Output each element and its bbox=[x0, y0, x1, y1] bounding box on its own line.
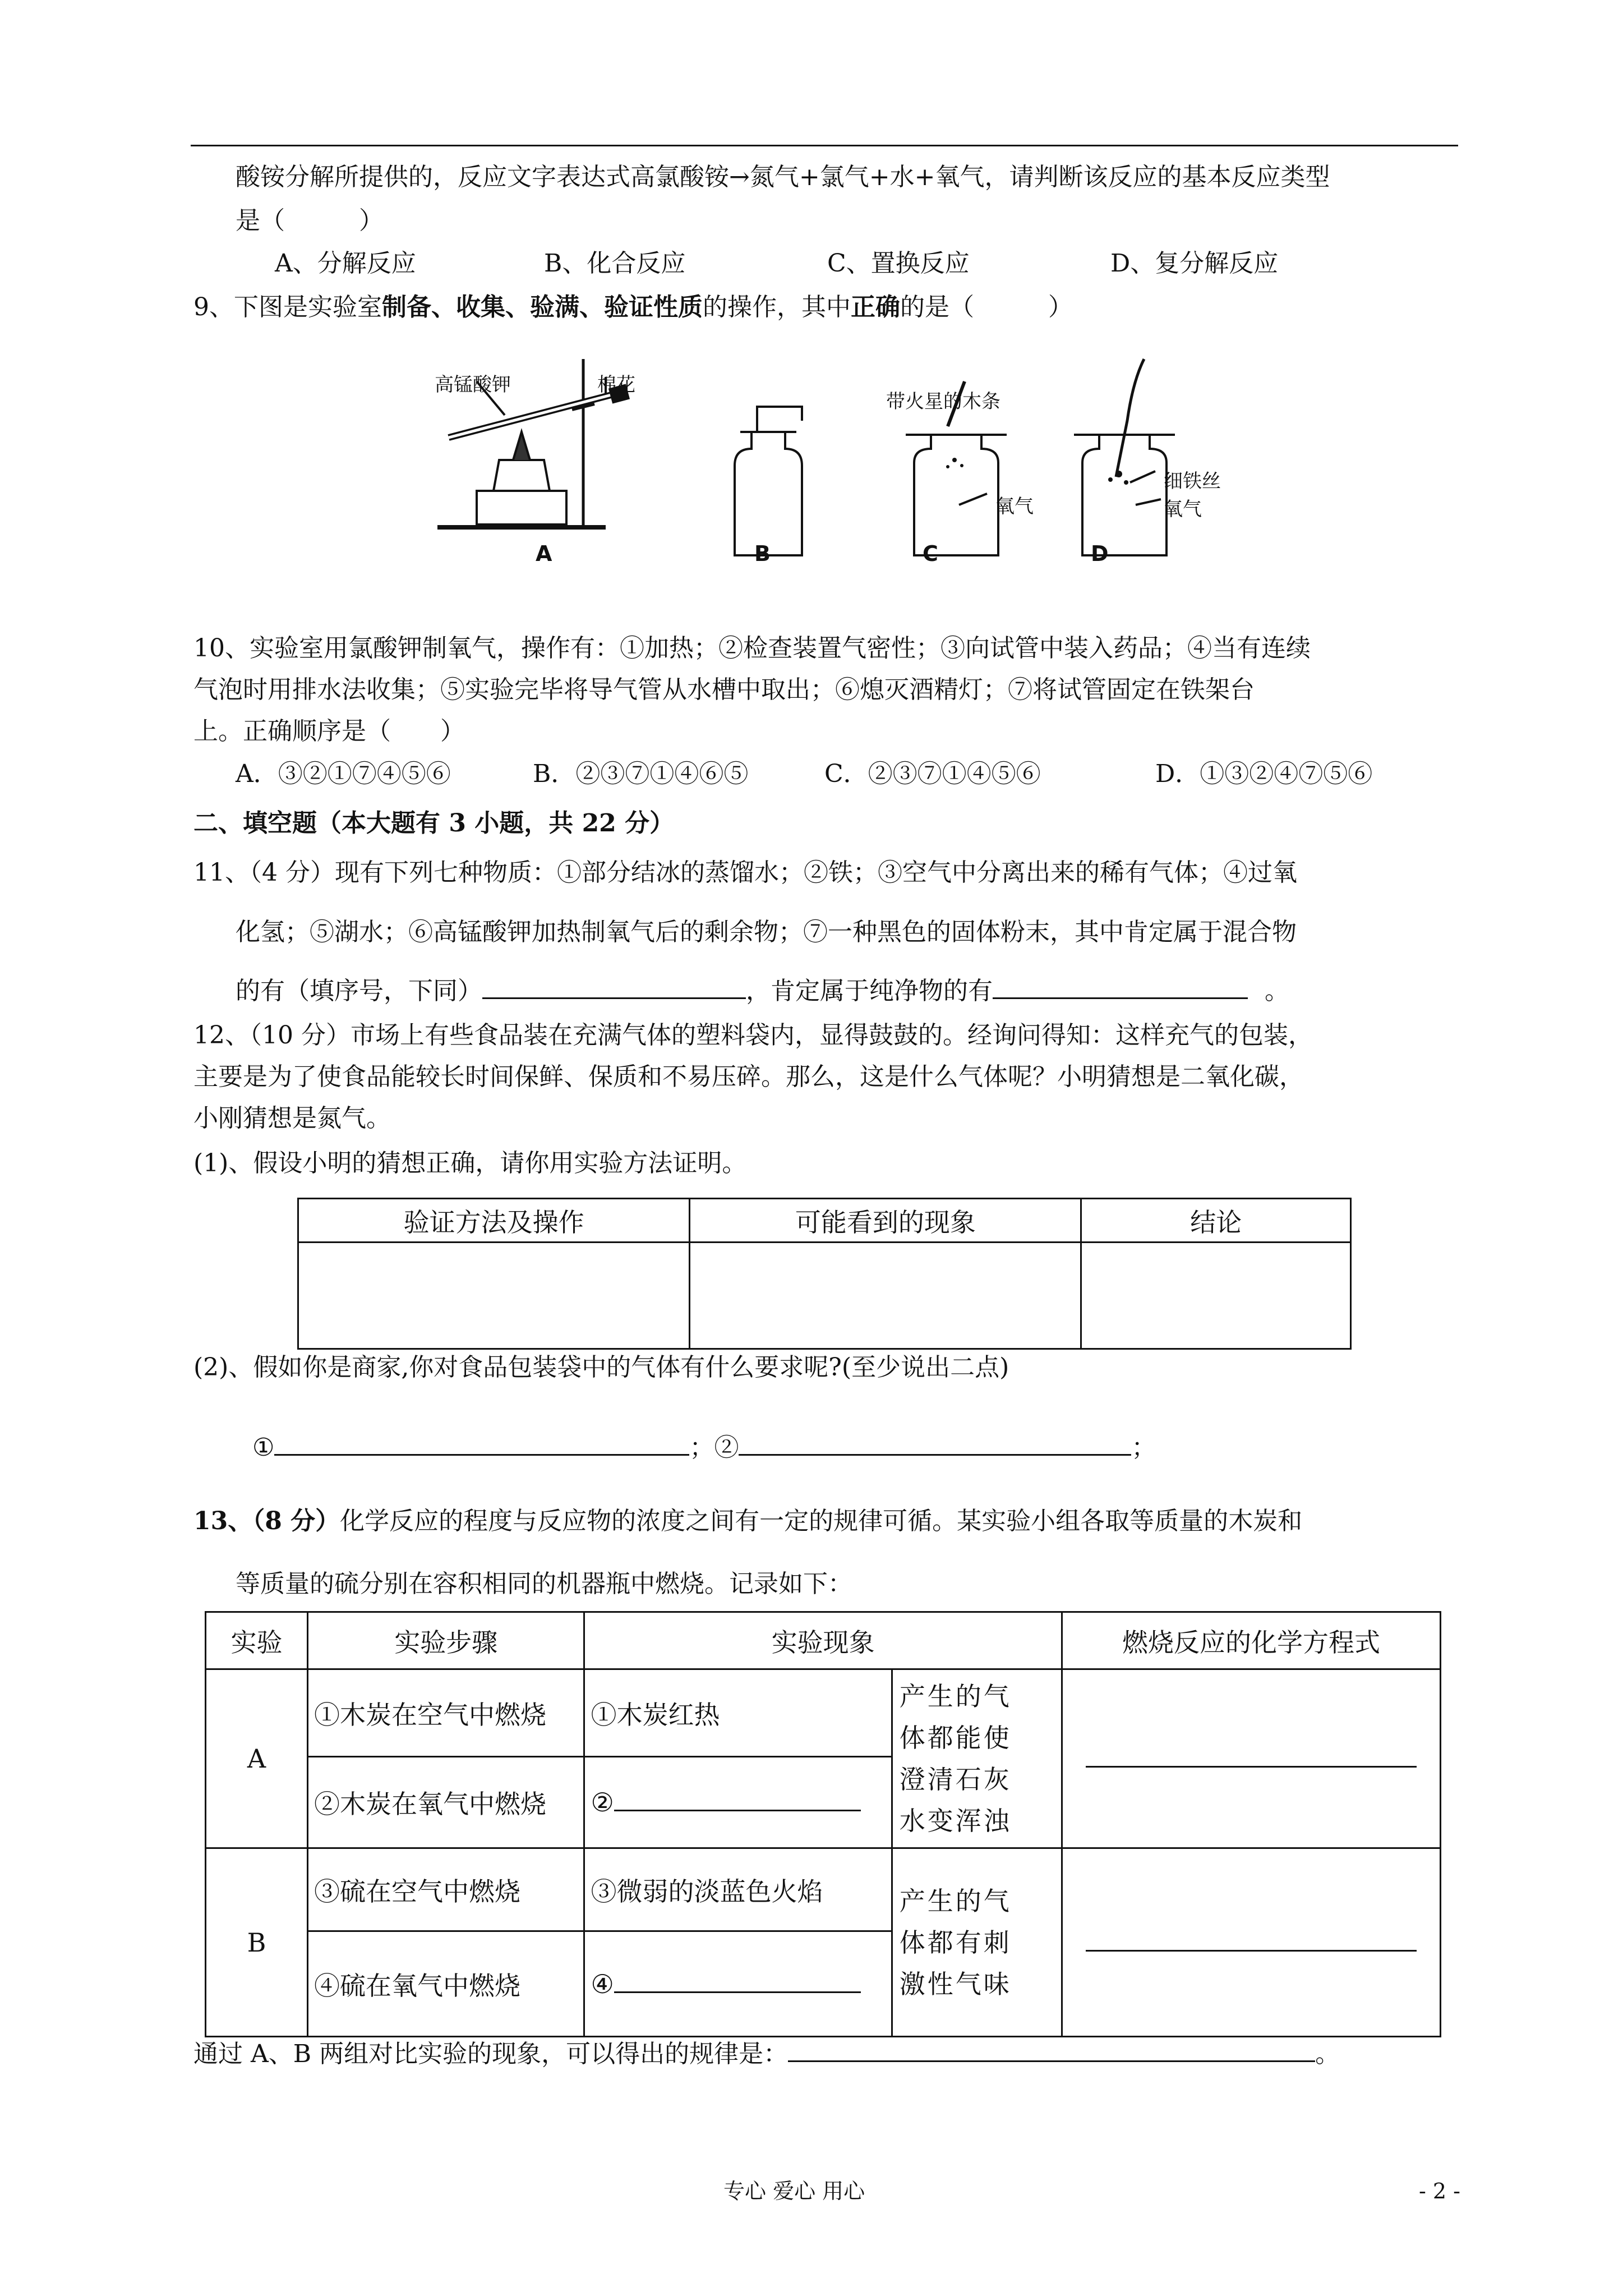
figure-label-b: B bbox=[754, 541, 771, 566]
q10-option-a: A．③②①⑦④⑤⑥ bbox=[236, 760, 451, 788]
q13-b-obs2-blank[interactable] bbox=[614, 1969, 861, 1993]
q11-blank-pure[interactable] bbox=[993, 975, 1248, 999]
q10-line2: 气泡时用排水法收集；⑤实验完毕将导气管从水槽中取出；⑥熄灭酒精灯；⑦将试管固定在铁架台 bbox=[193, 675, 1255, 704]
q13-header-phenomenon: 实验现象 bbox=[584, 1612, 1062, 1669]
q13-group-a-label: A bbox=[206, 1669, 308, 1848]
section2-title: 二、填空题（本大题有 3 小题，共 22 分） bbox=[193, 809, 675, 838]
q12-header-phenomenon: 可能看到的现象 bbox=[690, 1199, 1081, 1243]
q8-line1: 酸铵分解所提供的，反应文字表达式高氯酸铵→氮气+氯气+水+氧气，请判断该反应的基本反应类型 bbox=[236, 163, 1330, 191]
q9-stem: 9、下图是实验室制备、收集、验满、验证性质的操作，其中正确的是（ ） bbox=[193, 293, 1073, 321]
q13-a-equation-blank[interactable] bbox=[1086, 1743, 1417, 1768]
q9-apparatus-figure bbox=[415, 348, 1189, 572]
q13-b-step2: ④硫在氧气中燃烧 bbox=[307, 1931, 584, 2037]
q12-part1: (1)、假设小明的猜想正确，请你用实验方法证明。 bbox=[193, 1149, 747, 1177]
q13-a-obs2-cell: ② bbox=[584, 1757, 892, 1848]
label-oxygen-c: 氧气 bbox=[995, 495, 1034, 518]
q12-part2: (2)、假如你是商家,你对食品包装袋中的气体有什么要求呢?(至少说出二点) bbox=[193, 1353, 1009, 1382]
figure-label-a: A bbox=[536, 541, 552, 566]
q13-a-equation-cell bbox=[1062, 1669, 1440, 1848]
q13-b-equation-cell bbox=[1062, 1848, 1440, 2037]
q13-a-step2: ②木炭在氧气中燃烧 bbox=[307, 1757, 584, 1848]
q8-option-c: C、置换反应 bbox=[827, 249, 970, 278]
q11-line2: 化氢；⑤湖水；⑥高锰酸钾加热制氧气后的剩余物；⑦一种黑色的固体粉末，其中肯定属于混合物 bbox=[236, 918, 1297, 946]
label-oxygen-d: 氧气 bbox=[1164, 498, 1202, 521]
q8-line2: 是（ ） bbox=[236, 206, 384, 235]
q10-option-d: D．①③②④⑦⑤⑥ bbox=[1155, 760, 1373, 788]
q13-header-steps: 实验步骤 bbox=[307, 1612, 584, 1669]
q12-answers: ① ；② ； bbox=[252, 1432, 1156, 1464]
q11-line3: 的有（填序号，下同） ，肯定属于纯净物的有 。 bbox=[236, 975, 1289, 1007]
q13-a-obs1: ①木炭红热 bbox=[584, 1669, 892, 1757]
q12-header-conclusion: 结论 bbox=[1081, 1199, 1351, 1243]
q10-line1: 10、实验室用氯酸钾制氧气，操作有：①加热；②检查装置气密性；③向试管中装入药品；④当有连续 bbox=[193, 634, 1311, 662]
q12-verification-table bbox=[297, 1198, 1352, 1350]
label-kmno4: 高锰酸钾 bbox=[435, 374, 511, 396]
label-cotton: 棉花 bbox=[597, 374, 635, 396]
page-number: - 2 - bbox=[1419, 2179, 1461, 2203]
q13-b-common: 产生的气 体都有刺 激性气味 bbox=[892, 1848, 1062, 2037]
q8-option-d: D、复分解反应 bbox=[1110, 249, 1279, 278]
delivery-tube-b bbox=[757, 407, 802, 432]
q12-line3: 小刚猜想是氮气。 bbox=[193, 1104, 391, 1133]
q8-option-b: B、化合反应 bbox=[544, 249, 686, 278]
q11-blank-mixture[interactable] bbox=[482, 975, 746, 999]
alcohol-lamp-body bbox=[494, 460, 550, 491]
q13-a-common: 产生的气 体都能使 澄清石灰 水变浑浊 bbox=[892, 1669, 1062, 1848]
q10-option-c: C．②③⑦①④⑤⑥ bbox=[824, 760, 1041, 788]
q12-cell-conclusion[interactable] bbox=[1081, 1243, 1351, 1349]
label-iron-wire: 细铁丝 bbox=[1164, 470, 1221, 493]
q11-line1: 11、（4 分）现有下列七种物质：①部分结冰的蒸馏水；②铁；③空气中分离出来的稀有气体；④过氧 bbox=[193, 858, 1297, 887]
q13-group-b-label: B bbox=[206, 1848, 308, 2037]
q13-line2: 等质量的硫分别在容积相同的机器瓶中燃烧。记录如下： bbox=[236, 1570, 852, 1598]
q12-header-method: 验证方法及操作 bbox=[298, 1199, 690, 1243]
figure-label-c: C bbox=[923, 541, 938, 566]
q10-line3: 上。正确顺序是（ ） bbox=[193, 717, 465, 746]
footer-motto: 专心 爱心 用心 bbox=[723, 2179, 865, 2203]
gas-bottle-d bbox=[1082, 435, 1166, 555]
q13-a-obs2-blank[interactable] bbox=[614, 1787, 861, 1811]
q13-b-step1: ③硫在空气中燃烧 bbox=[307, 1848, 584, 1931]
q12-blank-1[interactable] bbox=[274, 1432, 689, 1456]
q13-conclusion: 通过 A、B 两组对比实验的现象，可以得出的规律是： 。 bbox=[193, 2038, 1340, 2070]
q13-b-obs2-cell: ④ bbox=[584, 1931, 892, 2037]
flame-icon bbox=[513, 432, 530, 460]
q13-header-experiment: 实验 bbox=[206, 1612, 308, 1669]
q13-b-equation-blank[interactable] bbox=[1086, 1927, 1417, 1952]
alcohol-lamp-base bbox=[477, 491, 566, 524]
q12-blank-2[interactable] bbox=[739, 1432, 1131, 1456]
q13-a-step1: ①木炭在空气中燃烧 bbox=[307, 1669, 584, 1757]
header-rule bbox=[191, 145, 1458, 146]
q8-option-a: A、分解反应 bbox=[275, 249, 416, 278]
q10-option-b: B．②③⑦①④⑥⑤ bbox=[533, 760, 749, 788]
label-glowing-splint: 带火星的木条 bbox=[886, 390, 1000, 413]
q13-b-obs1: ③微弱的淡蓝色火焰 bbox=[584, 1848, 892, 1931]
q12-cell-method[interactable] bbox=[298, 1243, 690, 1349]
q12-line2: 主要是为了使食品能较长时间保鲜、保质和不易压碎。那么，这是什么气体呢？小明猜想是二氧化碳， bbox=[193, 1062, 1304, 1091]
gas-bottle-b bbox=[735, 432, 802, 555]
q12-line1: 12、（10 分）市场上有些食品装在充满气体的塑料袋内，显得鼓鼓的。经询问得知：这样充气的包装， bbox=[193, 1021, 1313, 1050]
q13-header-equation: 燃烧反应的化学方程式 bbox=[1062, 1612, 1440, 1669]
iron-wire bbox=[1116, 359, 1144, 477]
q13-line1: 13、（8 分）化学反应的程度与反应物的浓度之间有一定的规律可循。某实验小组各取等质量的木炭和 bbox=[193, 1507, 1303, 1535]
q13-experiment-table bbox=[205, 1611, 1441, 2037]
q12-cell-phenomenon[interactable] bbox=[690, 1243, 1081, 1349]
q13-conclusion-blank[interactable] bbox=[788, 2038, 1315, 2062]
figure-label-d: D bbox=[1091, 541, 1109, 566]
